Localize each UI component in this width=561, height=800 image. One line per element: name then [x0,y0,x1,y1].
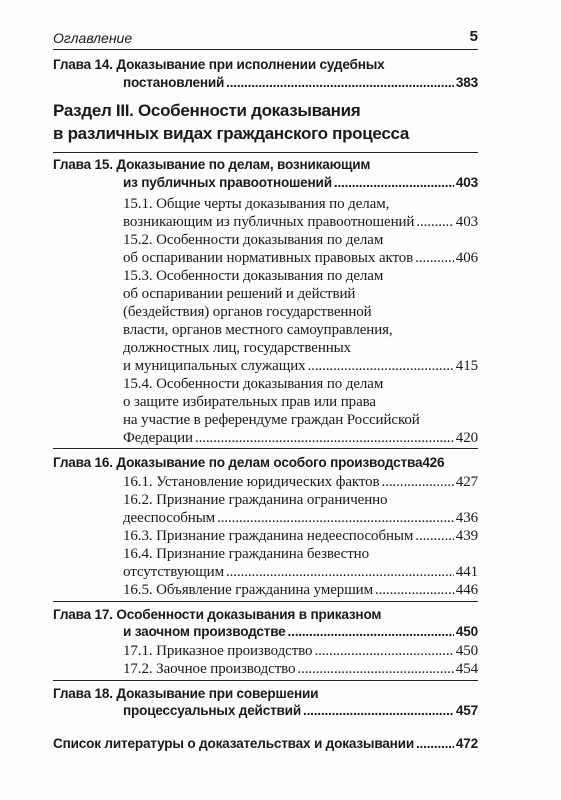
section-divider [53,152,478,153]
toc-page-number: 439 [455,528,478,544]
toc-item-15-1-line-1[interactable]: 15.1. Общие черты доказывания по делам, [123,196,390,212]
toc-page-number: 454 [455,661,478,677]
toc-chapter-18-line-2[interactable] [123,703,478,718]
dot-leader [217,510,454,527]
toc-item-17-1[interactable] [123,643,478,660]
section-divider [53,601,478,602]
toc-item-16-2-line-1[interactable]: 16.2. Признание гражданина ограниченно [123,492,388,508]
toc-page-number: 457 [455,703,478,718]
dot-leader [415,528,454,545]
toc-item-15-3-line-3[interactable]: (бездействия) органов государственной [123,304,372,320]
toc-entry-text: 16.1. Установление юридических фактов [123,474,380,490]
dot-leader [308,358,454,375]
toc-entry-text: возникающим из публичных правоотношений [123,214,415,230]
section-3-heading-line-2: в различных видах гражданского процесса [53,124,410,143]
toc-chapter-15-line-1[interactable]: Глава 15. Доказывание по делам, возникающим [53,157,371,172]
toc-page-number: 472 [455,736,478,751]
header-rule [53,49,478,50]
toc-page-number: 415 [455,358,478,374]
toc-item-15-3-line-4[interactable]: власти, органов местного самоуправления, [123,322,393,338]
toc-entry-text: из публичных правоотношений [123,175,332,190]
toc-item-17-2[interactable] [123,661,478,678]
toc-entry-text: 16.3. Признание гражданина недееспособным [123,528,414,544]
toc-chapter-17-line-2[interactable] [123,624,478,639]
dot-leader [195,430,454,447]
toc-entry-text: дееспособным [123,510,216,526]
toc-chapter-17-line-1[interactable]: Глава 17. Особенности доказывания в приказном [53,607,382,622]
toc-page-number: 450 [455,643,478,659]
toc-item-16-1[interactable] [123,474,478,491]
toc-chapter-14-line-2[interactable] [123,75,478,90]
toc-page-number: 426 [422,455,445,470]
toc-item-16-4-line-1[interactable]: 16.4. Признание гражданина безвестно [123,546,370,562]
dot-leader [226,75,454,90]
dot-leader [382,474,454,491]
toc-item-15-1-line-2[interactable] [123,214,478,231]
toc-item-16-5[interactable] [123,582,478,599]
toc-page-number: 383 [455,75,478,90]
toc-chapter-18-line-1[interactable]: Глава 18. Доказывание при совершении [53,686,319,701]
toc-entry-text: процессуальных действий [123,703,301,718]
toc-item-15-4-line-4[interactable] [123,430,478,447]
section-3-heading-line-1: Раздел III. Особенности доказывания [53,101,361,120]
toc-item-16-2-line-2[interactable] [123,510,478,527]
toc-entry-text: постановлений [123,75,225,90]
running-header-title: Оглавление [53,30,133,46]
toc-bibliography[interactable] [53,736,478,751]
toc-chapter-16[interactable] [53,455,478,470]
toc-item-16-3[interactable] [123,528,478,545]
toc-entry-text: Глава 16. Доказывание по делам особого производства [53,455,423,470]
page-number: 5 [469,28,478,45]
toc-chapter-15-line-2[interactable] [123,175,478,190]
toc-item-15-3-line-1[interactable]: 15.3. Особенности доказывания по делам [123,268,384,284]
dot-leader [303,703,454,718]
toc-page-number: 441 [455,564,478,580]
toc-item-15-3-line-2[interactable]: об оспаривании решений и действий [123,286,356,302]
dot-leader [375,582,454,599]
toc-item-15-2-line-2[interactable] [123,250,478,267]
running-header [53,28,478,50]
dot-leader [334,175,454,190]
toc-entry-text: Федерации [123,430,193,446]
toc-entry-text: об оспаривании нормативных правовых актов [123,250,414,266]
dot-leader [416,736,454,751]
toc-item-15-3-line-6[interactable] [123,358,478,375]
dot-leader [288,624,454,639]
toc-item-16-4-line-2[interactable] [123,564,478,581]
section-divider [53,680,478,681]
toc-entry-text: и муниципальных служащих [123,358,306,374]
toc-entry-text: и заочном производстве [123,624,286,639]
dot-leader [415,250,454,267]
toc-page-number: 446 [455,582,478,598]
toc-item-15-2-line-1[interactable]: 15.2. Особенности доказывания по делам [123,232,384,248]
toc-page-number: 450 [455,624,478,639]
toc-item-15-4-line-1[interactable]: 15.4. Особенности доказывания по делам [123,376,384,392]
toc-item-15-4-line-3[interactable]: на участие в референдуме граждан Российской [123,412,420,428]
toc-item-15-3-line-5[interactable]: должностных лиц, государственных [123,340,352,356]
toc-page-number: 406 [455,250,478,266]
toc-page-number: 427 [455,474,478,490]
toc-entry-text: Список литературы о доказательствах и доказывании [53,736,414,751]
toc-entry-text: 16.5. Объявление гражданина умершим [123,582,373,598]
toc-page-number: 403 [455,175,478,190]
toc-item-15-4-line-2[interactable]: о защите избирательных прав или права [123,394,376,410]
dot-leader [416,214,453,231]
dot-leader [297,661,453,678]
toc-page-number: 403 [455,214,478,230]
toc-entry-text: отсутствующим [123,564,224,580]
dot-leader [226,564,454,581]
toc-entry-text: 17.1. Приказное производство [123,643,313,659]
toc-page-number: 420 [455,430,478,446]
dot-leader [314,643,453,660]
section-divider [53,448,478,449]
toc-page-number: 436 [455,510,478,526]
toc-entry-text: 17.2. Заочное производство [123,661,296,677]
toc-chapter-14-line-1[interactable]: Глава 14. Доказывание при исполнении судебных [53,57,385,72]
